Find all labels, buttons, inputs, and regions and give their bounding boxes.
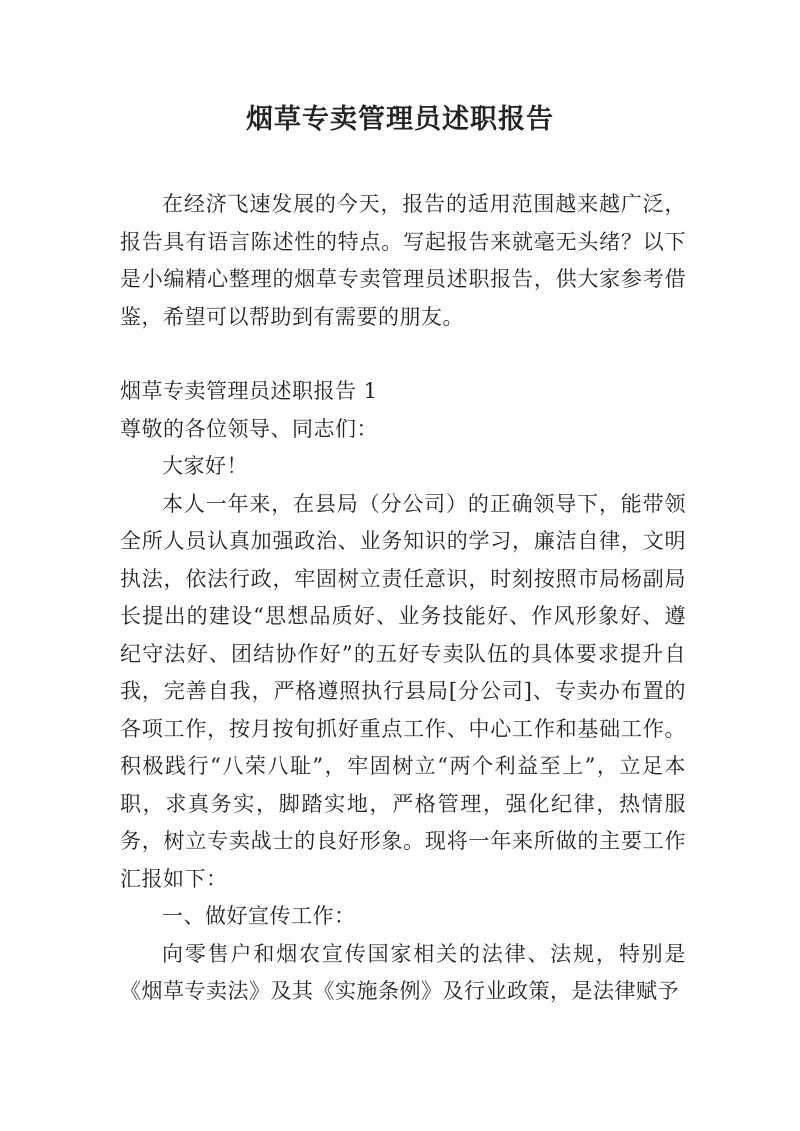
document-title: 烟草专卖管理员述职报告: [246, 104, 554, 135]
document-body: [120, 186, 686, 1011]
intro-paragraph: 在经济飞速发展的今天，报告的适用范围越来越广泛，报告具有语言陈述性的特点。写起报告来就毫无头绪？以下是小编精心整理的烟草专卖管理员述职报告，供大家参考借鉴，希望可以帮助到有需要的朋友。: [120, 192, 686, 329]
salutation: 尊敬的各位领导、同志们：: [120, 416, 378, 441]
section-heading: 烟草专卖管理员述职报告 1: [120, 379, 378, 403]
body-paragraph-2: 向零售户和烟农宣传国家相关的法律、法规，特别是《烟草专卖法》及其《实施条例》及行业政策，是法律赋予: [120, 941, 686, 1003]
body-paragraph-1: 本人一年来，在县局（分公司）的正确领导下，能带领全所人员认真加强政治、业务知识的学习，廉洁自律，文明执法，依法行政，牢固树立责任意识，时刻按照市局杨副局长提出的建设“思想品质好、业务技能好、作风形象好、遵纪守法好、团结协作好”的五好专卖队伍的具体要求提升自我，完善自我，严格遵照执行县局[分公司]、专卖办布置的各项工作，按月按旬抓好重点工作、中心工作和基础工作。积极践行“八荣八耻”，牢固树立“两个利益至上”，立足本职，求真务实，脚踏实地，严格管理，强化纪律，热情服务，树立专卖战士的良好形象。现将一年来所做的主要工作汇报如下：: [120, 491, 686, 891]
subheading-1: 一、做好宣传工作：: [162, 904, 356, 928]
greeting: 大家好！: [162, 454, 248, 478]
